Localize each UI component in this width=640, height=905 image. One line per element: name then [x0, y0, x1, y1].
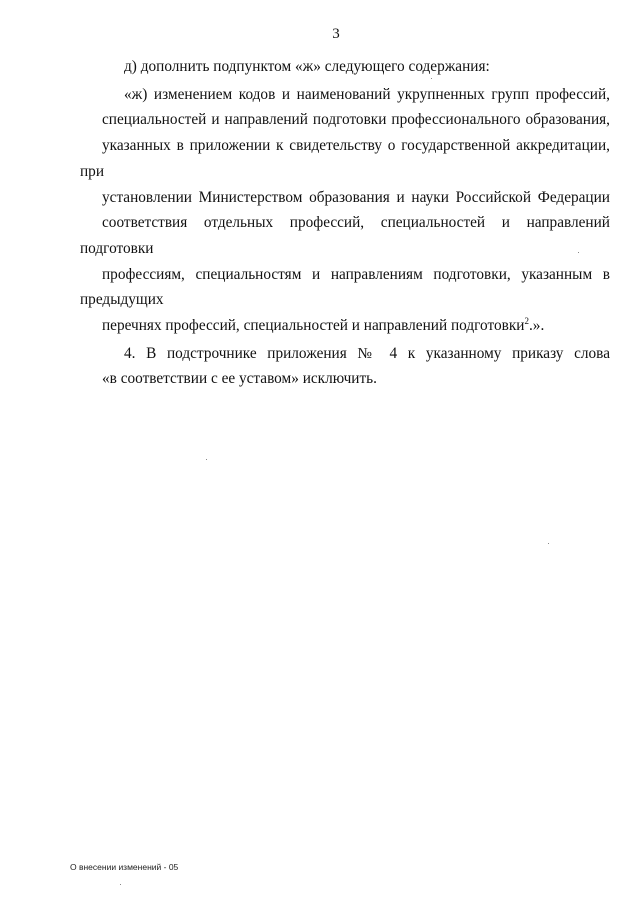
- scan-speck: [120, 884, 121, 885]
- paragraph-item-d: [80, 54, 610, 80]
- page-number: 3: [332, 26, 340, 42]
- scan-speck: [206, 459, 207, 460]
- paragraph-line: 4. В подстрочнике приложения № 4 к указанному приказу слова: [124, 344, 610, 362]
- paragraph-last-line: [80, 313, 610, 339]
- paragraph-line: «в соответствии с ее уставом» исключить.: [102, 370, 377, 388]
- closing-punctuation: .».: [528, 317, 545, 335]
- paragraph-line: установлении Министерством образования и науки Российской Федерации: [102, 188, 610, 206]
- paragraph-item-zh: [80, 82, 610, 339]
- footnote-ref[interactable]: 2: [524, 316, 529, 327]
- footer-doc-id: О внесении изменений - 05: [70, 862, 179, 872]
- scan-speck: [431, 78, 432, 79]
- paragraph-line: профессиям, специальностям и направлениям подготовки, указанным в предыдущих: [80, 265, 610, 309]
- paragraph-line: «ж) изменением кодов и наименований укрупненных групп профессий,: [124, 85, 610, 103]
- scan-speck: [578, 252, 579, 253]
- paragraph-item-4: [80, 341, 610, 392]
- paragraph-line: специальностей и направлений подготовки профессионального образования,: [102, 111, 610, 129]
- scan-speck: [548, 543, 549, 544]
- paragraph-line: д) дополнить подпунктом «ж» следующего содержания:: [124, 58, 490, 75]
- document-body: [80, 54, 610, 392]
- paragraph-line: соответствия отдельных профессий, специальностей и направлений подготовки: [80, 214, 610, 257]
- paragraph-line: перечнях профессий, специальностей и направлений подготовки: [102, 317, 525, 335]
- paragraph-line: указанных в приложении к свидетельству о государственной аккредитации, при: [80, 137, 610, 180]
